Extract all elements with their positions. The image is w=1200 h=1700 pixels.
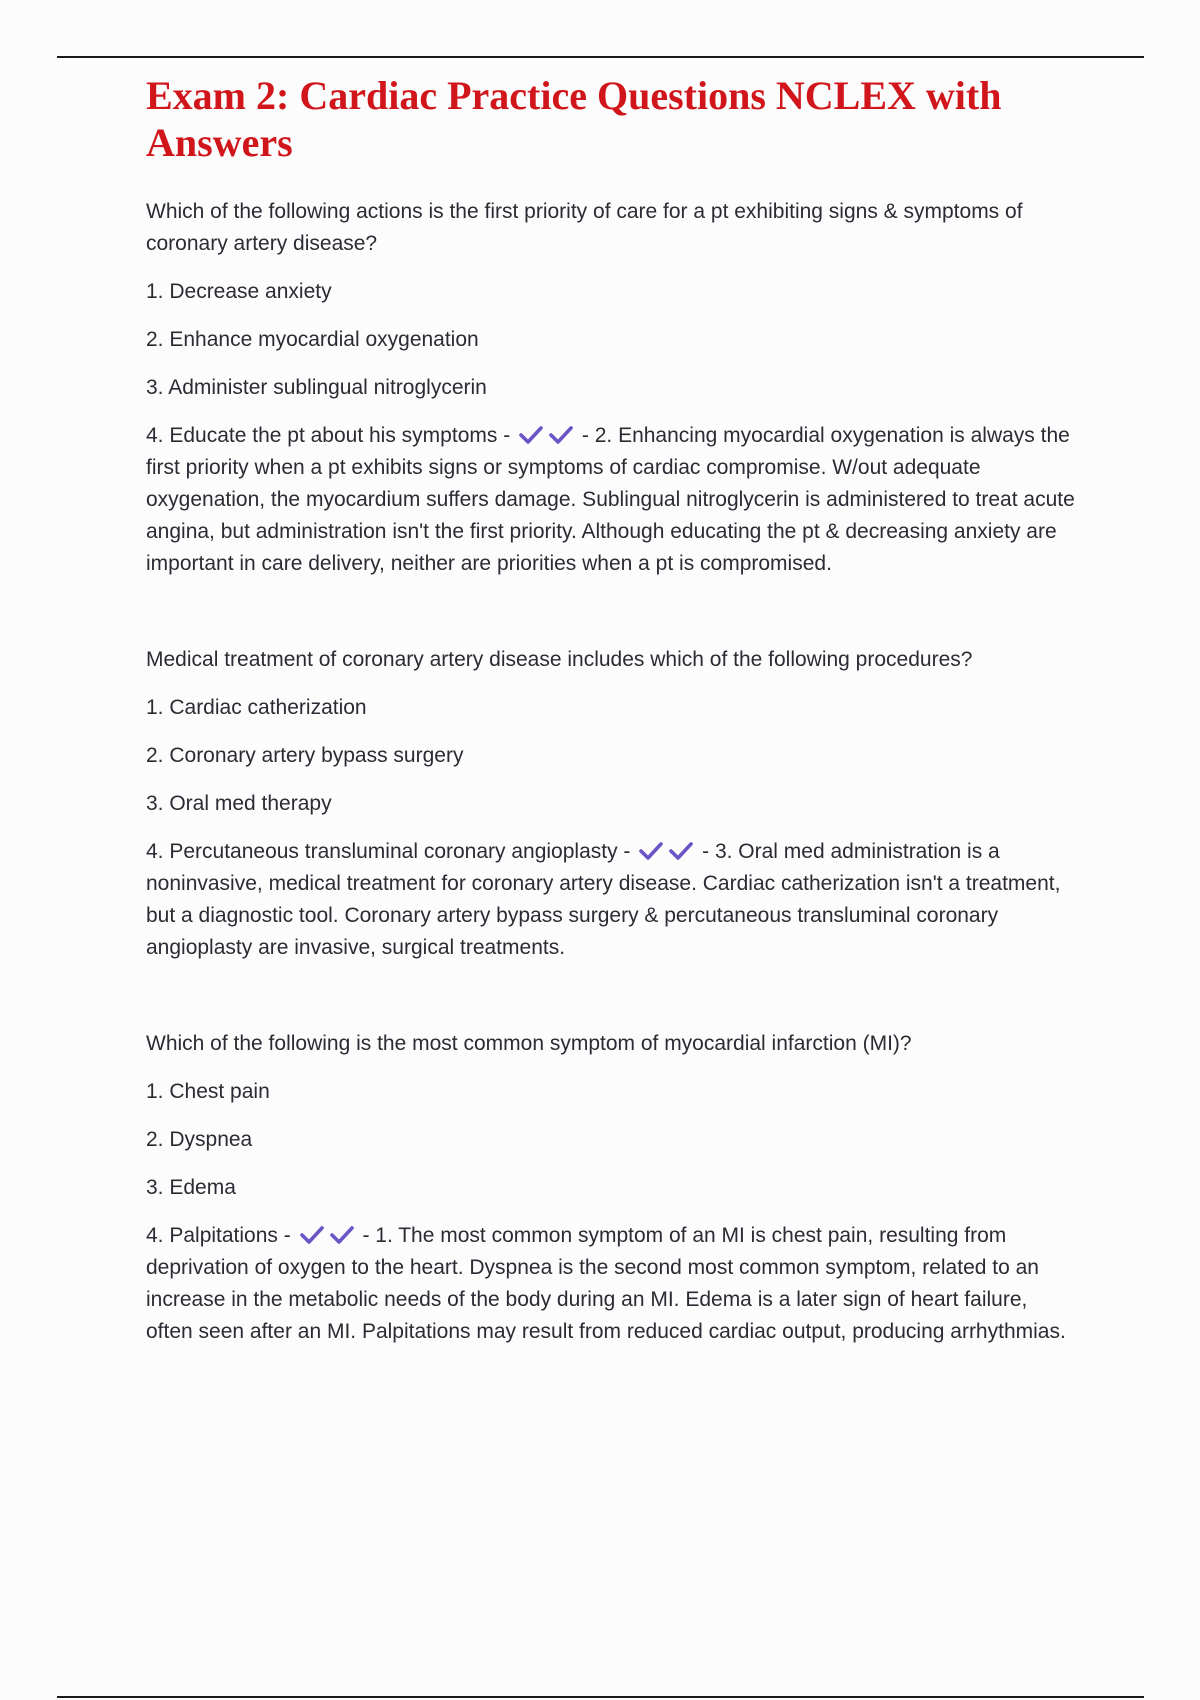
option-2: 2. Enhance myocardial oxygenation — [146, 328, 479, 351]
answer-explanation: - 1. The most common symptom of an MI is chest pain, resulting from deprivation of oxygen to the heart. Dyspnea is the second most common symptom, related to an increase in the metabolic needs of the body during an MI. Edema is a later sign of heart failure, often seen after an MI. Palpitations may result from reduced cardiac output, producing arrhythmias. — [146, 1224, 1066, 1343]
option-3: 3. Oral med therapy — [146, 792, 332, 815]
option-4: 4. Educate the pt about his symptoms - — [146, 424, 511, 447]
question-text: Medical treatment of coronary artery disease includes which of the following procedures? — [146, 648, 973, 671]
checkmark-icon — [299, 1225, 325, 1245]
option-1: 1. Cardiac catherization — [146, 696, 367, 719]
option-3: 3. Administer sublingual nitroglycerin — [146, 376, 487, 399]
answer-paragraph — [146, 420, 1076, 580]
checkmark-icon — [638, 841, 664, 861]
checkmark-icon — [329, 1225, 355, 1245]
option-4: 4. Percutaneous transluminal coronary angioplasty - — [146, 840, 631, 863]
checkmark-icon — [518, 425, 544, 445]
answer-explanation: - 3. Oral med administration is a noninvasive, medical treatment for coronary artery disease. Cardiac catherization isn't a treatment, but a diagnostic tool. Coronary artery bypass surgery & percutaneous transluminal coronary angioplasty are invasive, surgical treatments. — [146, 840, 1061, 959]
page-title: Exam 2: Cardiac Practice Questions NCLEX with Answers — [146, 73, 1002, 165]
answer-paragraph — [146, 1220, 1076, 1348]
checkmark-icon — [668, 841, 694, 861]
option-2: 2. Dyspnea — [146, 1128, 253, 1151]
answer-explanation: - 2. Enhancing myocardial oxygenation is always the first priority when a pt exhibits signs or symptoms of cardiac compromise. W/out adequate oxygenation, the myocardium suffers damage. Sublingual nitroglycerin is administered to treat acute angina, but administration isn't the first priority. Although educating the pt & decreasing anxiety are important in care delivery, neither are priorities when a pt is compromised. — [146, 424, 1075, 575]
question-text: Which of the following is the most common symptom of myocardial infarction (MI)? — [146, 1032, 912, 1055]
question-block-1 — [146, 196, 1076, 580]
option-1: 1. Chest pain — [146, 1080, 270, 1103]
option-2: 2. Coronary artery bypass surgery — [146, 744, 464, 767]
question-block-3 — [146, 1028, 1076, 1348]
option-4: 4. Palpitations - — [146, 1224, 291, 1247]
document-body — [146, 72, 1076, 1348]
bottom-rule — [57, 1696, 1144, 1698]
option-3: 3. Edema — [146, 1176, 236, 1199]
checkmark-icon — [548, 425, 574, 445]
question-block-2 — [146, 644, 1076, 964]
top-rule — [57, 56, 1144, 58]
option-1: 1. Decrease anxiety — [146, 280, 332, 303]
question-text: Which of the following actions is the first priority of care for a pt exhibiting signs & symptoms of coronary artery disease? — [146, 200, 1023, 255]
answer-paragraph — [146, 836, 1076, 964]
